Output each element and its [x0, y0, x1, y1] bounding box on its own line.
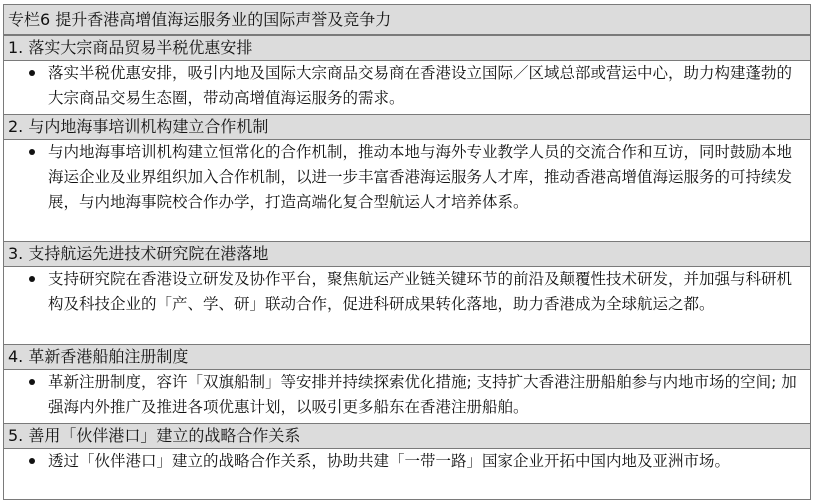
section-5-text: 透过「伙伴港口」建立的战略合作关系，协助共建「一带一路」国家企业开拓中国内地及亚洲市场。	[48, 452, 731, 470]
feature-box	[3, 4, 811, 500]
bullet-icon	[29, 458, 35, 464]
list-item	[48, 61, 802, 111]
bullet-icon	[29, 149, 35, 155]
section-1-heading: 1. 落实大宗商品贸易半税优惠安排	[4, 35, 810, 61]
section-5-heading: 5. 善用「伙伴港口」建立的战略合作关系	[4, 423, 810, 449]
section-3-heading: 3. 支持航运先进技术研究院在港落地	[4, 241, 810, 267]
section-1-body	[4, 61, 810, 111]
section-4-heading: 4. 革新香港船舶注册制度	[4, 344, 810, 370]
section-5-body	[4, 449, 810, 474]
section-1-text: 落实半税优惠安排，吸引内地及国际大宗商品交易商在香港设立国际／区域总部或营运中心，助力构建蓬勃的大宗商品交易生态圈，带动高增值海运服务的需求。	[48, 64, 793, 107]
section-2-text: 与内地海事培训机构建立恒常化的合作机制，推动本地与海外专业教学人员的交流合作和互访，同时鼓励本地海运企业及业界组织加入合作机制，以进一步丰富香港海运服务人才库，推动香港高增值海运服务的可持续发展，与内地海事院校合作办学，打造高端化复合型航运人才培养体系。	[48, 143, 793, 211]
section-3-body	[4, 267, 810, 317]
section-2-heading: 2. 与内地海事培训机构建立合作机制	[4, 114, 810, 140]
list-item	[48, 449, 802, 474]
bullet-icon	[29, 276, 35, 282]
list-item	[48, 370, 802, 420]
section-4-text: 革新注册制度，容许「双旗船制」等安排并持续探索优化措施; 支持扩大香港注册船舶参与内地市场的空间; 加强海内外推广及推进各项优惠计划，以吸引更多船东在香港注册船舶。	[48, 373, 797, 416]
bullet-icon	[29, 379, 35, 385]
bullet-icon	[29, 70, 35, 76]
section-3-text: 支持研究院在香港设立研发及协作平台，聚焦航运产业链关键环节的前沿及颠覆性技术研发，并加强与科研机构及科技企业的「产、学、研」联动合作，促进科研成果转化落地，助力香港成为全球航运之都。	[48, 270, 793, 313]
section-4-body	[4, 370, 810, 420]
box-title: 专栏6 提升香港高增值海运服务业的国际声誉及竞争力	[4, 5, 810, 35]
list-item	[48, 140, 802, 215]
section-2-body	[4, 140, 810, 215]
list-item	[48, 267, 802, 317]
